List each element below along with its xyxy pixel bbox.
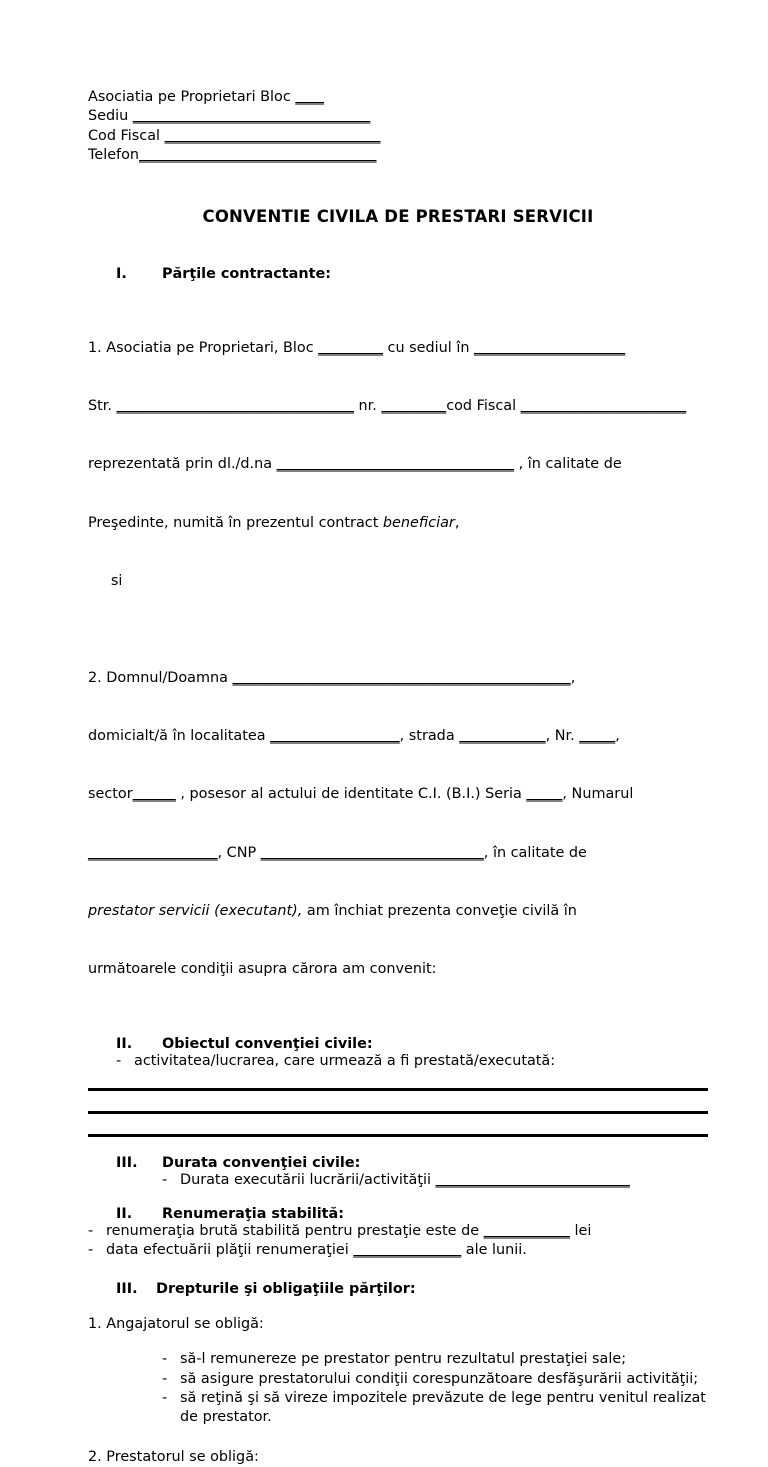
header-telefon-label: Telefon: [88, 146, 140, 163]
obiect-bullet-row: [116, 1052, 708, 1071]
durata-bullet-row: [162, 1171, 708, 1190]
renumeratie-bullet-row-1: [88, 1222, 708, 1241]
section-heading-obiectul-conventiei: [116, 1036, 708, 1052]
angajatorul-obligations-list: [88, 1350, 708, 1428]
party2-line2-d: ,: [615, 728, 620, 745]
blank-answer-rules: [88, 1088, 708, 1137]
party1-line3-b: , în calitate de: [514, 456, 622, 473]
header-association-fill: ____: [295, 89, 325, 105]
party2-nr-label: , Nr.: [545, 728, 580, 745]
party2-localitate-fill: __________________: [270, 728, 400, 745]
header-sediu-fill: _________________________________: [132, 108, 371, 125]
party2-line3: [88, 785, 708, 804]
party2-line2: [88, 727, 708, 746]
header-telefon-fill: _________________________________: [139, 146, 377, 163]
party1-line4: [88, 514, 708, 533]
party2-line4: [88, 844, 708, 863]
party2-localitate-label: domicialt/ă în localitatea: [88, 728, 271, 745]
dash-bullet-icon: -: [162, 1390, 168, 1407]
party2-numarul-label: , Numarul: [562, 786, 634, 803]
party1-nr-fill: _________: [381, 398, 447, 415]
header-cod-fiscal-fill: ______________________________: [164, 127, 381, 144]
dash-bullet-icon: -: [88, 1223, 94, 1240]
section-heading-drepturile-obligatiile: [116, 1281, 708, 1297]
durata-bullet-label: Durata executării lucrării/activităţii: [180, 1171, 436, 1188]
party1-str-fill: _________________________________: [116, 398, 354, 415]
party2-line1-b: ,: [570, 669, 576, 686]
party2-sector-fill: ______: [132, 786, 176, 803]
party2-cnp-fill: _______________________________: [260, 844, 484, 861]
dash-bullet-icon: -: [162, 1351, 168, 1368]
party2-nr-fill: _____: [579, 728, 616, 745]
obligation-text: să reţină şi să vireze impozitele prevăzute de lege pentru venitul realizat de prestator.: [180, 1390, 706, 1426]
renumeratie-bullet-row-2: [88, 1241, 708, 1260]
section-numeral-i: I.: [116, 266, 127, 283]
renumeratie-bullet-2-text: [106, 1241, 708, 1260]
section-numeral-ii-renumeratie: II.: [116, 1206, 133, 1223]
section-heading-renumeratia-stabilita: [116, 1206, 708, 1222]
obiect-bullet-text: activitatea/lucrarea, care urmează a fi prestată/executată:: [134, 1053, 556, 1070]
party2-prestator-emphasis: prestator servicii (executant),: [88, 902, 303, 919]
party2-domnul-label: 2. Domnul/Doamna: [88, 669, 233, 686]
data-plata-fill: _______________: [353, 1242, 462, 1259]
section-label-partile-contractante: Părţile contractante:: [162, 266, 331, 283]
party2-seria-fill: _____: [526, 786, 563, 803]
association-header-block: [88, 88, 708, 165]
party2-line5: [88, 902, 708, 921]
party1-reprezentata-label: reprezentată prin dl./d.na: [88, 456, 277, 473]
section-label-durata-conventiei: Durata convenţiei civile:: [162, 1154, 361, 1171]
party1-line2: [88, 397, 708, 416]
dash-bullet-icon: -: [162, 1370, 168, 1387]
durata-bullet-text: [180, 1171, 708, 1190]
party2-line5-a: am închiat prezenta conveţie civilă în: [302, 902, 577, 919]
party2-strada-label: , strada: [399, 728, 460, 745]
party1-line1: [88, 339, 708, 358]
party1-sediul-fill: _____________________: [474, 340, 626, 356]
durata-bullet-fill: ___________________________: [435, 1171, 630, 1188]
section-label-drepturile-obligatiile: Drepturile şi obligaţiile părţilor:: [156, 1280, 416, 1297]
party2-line1: [88, 669, 708, 688]
list-item: [162, 1370, 708, 1389]
party1-cod-fiscal-fill: _______________________: [520, 398, 687, 415]
obligation-text: să asigure prestatorului condiţii corespunzătoare desfăşurării activităţii;: [180, 1370, 699, 1387]
party1-line1-a: 1. Asociatia pe Proprietari, Bloc: [88, 340, 319, 356]
party2-line4-b: , în calitate de: [483, 844, 587, 861]
section-numeral-iii-drepturi: III.: [116, 1280, 138, 1297]
party2-line6: următoarele condiţii asupra cărora am convenit:: [88, 961, 437, 977]
party1-block: [88, 300, 708, 630]
party1-line4-b: ,: [454, 514, 460, 531]
section-numeral-ii-obiect: II.: [116, 1036, 133, 1053]
header-sediu-label: Sediu: [88, 108, 133, 125]
section-label-renumeratia-stabilita: Renumeraţia stabilită:: [162, 1206, 345, 1223]
document-content: [88, 88, 708, 1467]
party1-reprezentata-fill: _________________________________: [276, 456, 515, 473]
party2-seria-label: , posesor al actului de identitate C.I. (B.I.) Seria: [175, 786, 527, 803]
header-cod-fiscal-label: Cod Fiscal: [88, 127, 165, 144]
party2-numarul-fill: __________________: [88, 844, 218, 861]
header-line-association: [88, 88, 708, 107]
section-label-obiectul-conventiei: Obiectul convenţiei civile:: [162, 1036, 373, 1053]
section-heading-partile-contractante: [116, 266, 708, 282]
prestatorul-item: 2. Prestatorul se obligă:: [88, 1448, 259, 1465]
dash-bullet-icon: -: [162, 1171, 168, 1188]
party1-line1-b: cu sediul în: [382, 340, 475, 356]
page-title: CONVENTIE CIVILA DE PRESTARI SERVICII: [202, 207, 594, 227]
renumeratie-bullet-1-text: [106, 1222, 708, 1241]
renumeratie-lei-label: lei: [569, 1223, 592, 1240]
party1-line3: [88, 455, 708, 474]
party2-nume-fill: _______________________________________________: [232, 669, 571, 686]
dash-bullet-icon: -: [88, 1242, 94, 1259]
party2-block: [88, 630, 708, 1018]
party1-bloc-fill: _________: [318, 340, 383, 356]
section-heading-durata-conventiei: [116, 1155, 708, 1171]
ale-lunii-label: ale lunii.: [461, 1242, 527, 1259]
list-item: [162, 1350, 708, 1369]
obligation-text: să-l remunereze pe prestator pentru rezultatul prestaţiei sale;: [180, 1351, 627, 1368]
header-line-cod-fiscal: [88, 127, 708, 146]
party1-nr-label: nr.: [353, 398, 382, 415]
renumeratie-bruta-fill: ____________: [483, 1223, 570, 1240]
party1-beneficiar-emphasis: beneficiar: [382, 514, 455, 531]
header-association-label: Asociatia pe Proprietari Bloc: [88, 89, 296, 105]
header-line-telefon: [88, 146, 708, 165]
data-plata-label: data efectuării plăţii renumeraţiei: [106, 1242, 354, 1259]
party1-line5-si: si: [88, 572, 123, 589]
party1-str-label: Str.: [88, 398, 117, 415]
party2-cnp-label: , CNP: [217, 844, 261, 861]
party1-cod-fiscal-label: cod Fiscal: [446, 398, 521, 415]
list-item: [162, 1389, 708, 1428]
angajatorul-item: 1. Angajatorul se obligă:: [88, 1315, 264, 1332]
party2-sector-label: sector: [88, 786, 133, 803]
section-numeral-iii-durata: III.: [116, 1154, 138, 1171]
party2-strada-fill: ____________: [459, 728, 546, 745]
renumeratie-bruta-label: renumeraţia brută stabilită pentru prestaţie este de: [106, 1223, 484, 1240]
dash-bullet-icon: -: [116, 1053, 122, 1070]
party1-presedinte-label: Preşedinte, numită în prezentul contract: [88, 514, 383, 531]
header-line-sediu: [88, 107, 708, 126]
